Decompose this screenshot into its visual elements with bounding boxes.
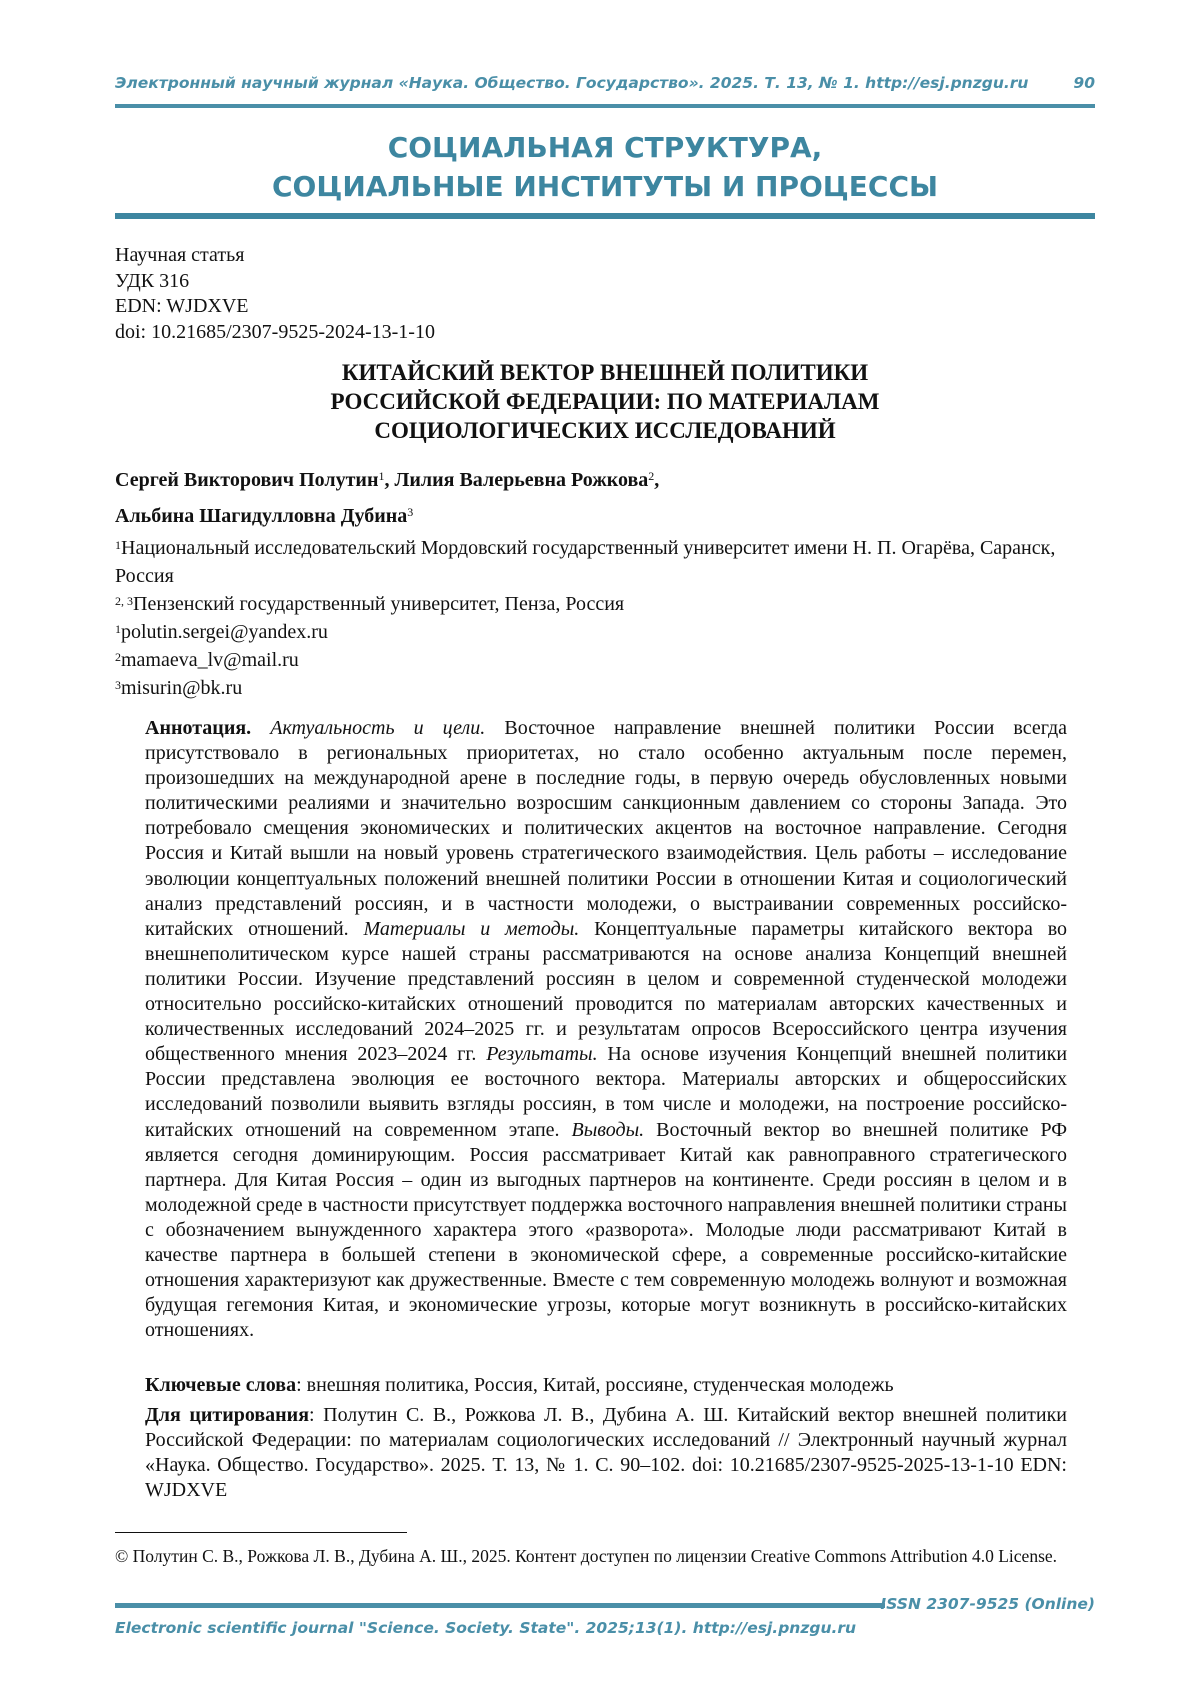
- article-type: Научная статья: [115, 244, 245, 266]
- affil-marker: 2, 3: [115, 594, 133, 608]
- affiliation-text: Пензенский государственный университет, Пенза, Россия: [133, 593, 625, 615]
- udk: УДК 316: [115, 269, 190, 292]
- author-affil-marker: 3: [407, 505, 414, 519]
- section-title-line: СОЦИАЛЬНАЯ СТРУКТУРА,: [387, 131, 823, 164]
- email-link[interactable]: misurin@bk.ru: [121, 677, 243, 699]
- affil-marker: 1: [115, 622, 121, 636]
- abstract-heading-goals: Актуальность и цели.: [270, 717, 486, 739]
- email: [115, 674, 1100, 702]
- author-list: [115, 462, 1095, 534]
- footnote-rule: [115, 1532, 407, 1533]
- author-affil-marker: 2: [648, 469, 655, 483]
- footer-journal-line: Electronic scientific journal "Science. Society. State". 2025;13(1). http://esj.pnzgu.ru: [115, 1619, 857, 1637]
- keywords-text: : внешняя политика, Россия, Китай, россияне, студенческая молодежь: [296, 1374, 894, 1396]
- running-header: [115, 74, 1095, 92]
- article-title: [115, 358, 1095, 445]
- affiliation: [115, 534, 1100, 590]
- footer-rule: [115, 1603, 885, 1608]
- section-title-line: СОЦИАЛЬНЫЕ ИНСТИТУТЫ И ПРОЦЕССЫ: [272, 170, 938, 203]
- header-rule: [115, 104, 1095, 108]
- author-separator: ,: [654, 469, 660, 491]
- email: [115, 646, 1100, 674]
- author-affil-marker: 1: [378, 469, 385, 483]
- article-title-line: КИТАЙСКИЙ ВЕКТОР ВНЕШНЕЙ ПОЛИТИКИ: [341, 360, 869, 385]
- citation: [145, 1403, 1067, 1503]
- author-separator: ,: [384, 469, 395, 491]
- abstract-heading-conclusions: Выводы.: [571, 1118, 645, 1141]
- affiliations: [115, 534, 1100, 702]
- author-name: Альбина Шагидулловна Дубина: [115, 505, 408, 527]
- section-rule: [115, 213, 1095, 219]
- article-title-line: СОЦИОЛОГИЧЕСКИХ ИССЛЕДОВАНИЙ: [374, 418, 836, 443]
- author-name: Лилия Валерьевна Рожкова: [394, 469, 649, 491]
- email-link[interactable]: mamaeva_lv@mail.ru: [121, 649, 299, 671]
- author-name: Сергей Викторович Полутин: [115, 469, 379, 491]
- citation-label: Для цитирования: [145, 1404, 310, 1426]
- abstract-goals-text: Восточное направление внешней политики России всегда присутствовало в региональных приоритетах, но стало особенно актуальным после перемен, произошедших на международной арене в последние годы, в первую очередь обусловленных новыми политическими реалиями и значительно возросшим санкционным давлением со стороны Запада. Это потребовало смещения экономических и политических акцентов на восточное направление. Сегодня Россия и Китай вышли на новый уровень стратегического взаимодействия. Цель работы – исследование эволюции концептуальных положений внешней политики России в отношении Китая и социологический анализ представлений россиян, и в частности молодежи, о выстраивании современных российско-китайских отношений.: [145, 717, 1068, 940]
- license-note: © Полутин С. В., Рожкова Л. В., Дубина А. Ш., 2025. Контент доступен по лицензии Creative Commons Attribution 4.0 License.: [115, 1546, 1058, 1566]
- abstract: [145, 716, 1067, 1343]
- affil-marker: 1: [115, 538, 121, 552]
- abstract-conclusions-text: Восточный вектор во внешней политике РФ является сегодня доминирующим. Россия рассматривает Китай как равноправного стратегического партнера. Для Китая Россия – один из выгодных партнеров на континенте. Среди россиян в целом и в молодежной среде в частности присутствует поддержка восточного направления внешней политики страны с обозначением вынужденного характера этого «разворота». Молодые люди рассматривают Китай в качестве партнера в большей степени в экономической сфере, а современные российско-китайские отношения характеризуют как дружественные. Вместе с тем современную молодежь волнуют и возможная будущая гегемония Китая, и экономические угрозы, которые могут возникнуть в российско-китайских отношениях.: [145, 1118, 1068, 1342]
- abstract-results-text: На основе изучения Концепций внешней политики России представлена эволюция ее восточного вектора. Материалы авторских и общероссийских исследований позволили выявить взгляды россиян, в том числе и молодежи, на построение российско-китайских отношений на современном этапе.: [145, 1043, 1068, 1141]
- email-link[interactable]: polutin.sergei@yandex.ru: [121, 621, 328, 643]
- article-meta: [115, 243, 435, 345]
- citation-text: : Полутин С. В., Рожкова Л. В., Дубина А. Ш. Китайский вектор внешней политики Российской Федерации: по материалам социологических исследований // Электронный научный журнал «Наука. Общество. Государство». 2025. Т. 13, № 1. С. 90–102. doi: 10.21685/2307-9525-2025-13-1-10 EDN: WJDXVE: [145, 1404, 1067, 1502]
- affiliation: [115, 590, 1100, 618]
- affil-marker: 3: [115, 678, 121, 692]
- keywords: [145, 1373, 1067, 1398]
- section-title: [115, 128, 1095, 206]
- article-title-line: РОССИЙСКОЙ ФЕДЕРАЦИИ: ПО МАТЕРИАЛАМ: [330, 389, 880, 414]
- header-journal-line: Электронный научный журнал «Наука. Общество. Государство». 2025. Т. 13, № 1. http://esj.pnzgu.ru: [115, 74, 1029, 92]
- email: [115, 618, 1100, 646]
- abstract-heading-methods: Материалы и методы.: [363, 917, 580, 940]
- abstract-label: Аннотация.: [145, 717, 252, 739]
- keywords-label: Ключевые слова: [145, 1374, 297, 1396]
- affil-marker: 2: [115, 650, 121, 664]
- affiliation-text: Национальный исследовательский Мордовский государственный университет имени Н. П. Огарёва, Саранск, Россия: [115, 537, 1056, 587]
- edn: EDN: WJDXVE: [115, 295, 249, 317]
- abstract-methods-text: Концептуальные параметры китайского вектора во внешнеполитическом курсе нашей страны рассматриваются на основе анализа Концепций внешней политики России. Изучение представлений россиян в целом и современной студенческой молодежи относительно российско-китайских отношений проводится по материалам авторских качественных и количественных исследований 2024–2025 гг. и результатам опросов Всероссийского центра изучения общественного мнения 2023–2024 гг.: [145, 917, 1068, 1066]
- doi: doi: 10.21685/2307-9525-2024-13-1-10: [115, 320, 435, 343]
- issn: ISSN 2307-9525 (Online): [880, 1595, 1095, 1613]
- abstract-heading-results: Результаты.: [486, 1043, 598, 1066]
- page-number: 90: [1073, 74, 1095, 92]
